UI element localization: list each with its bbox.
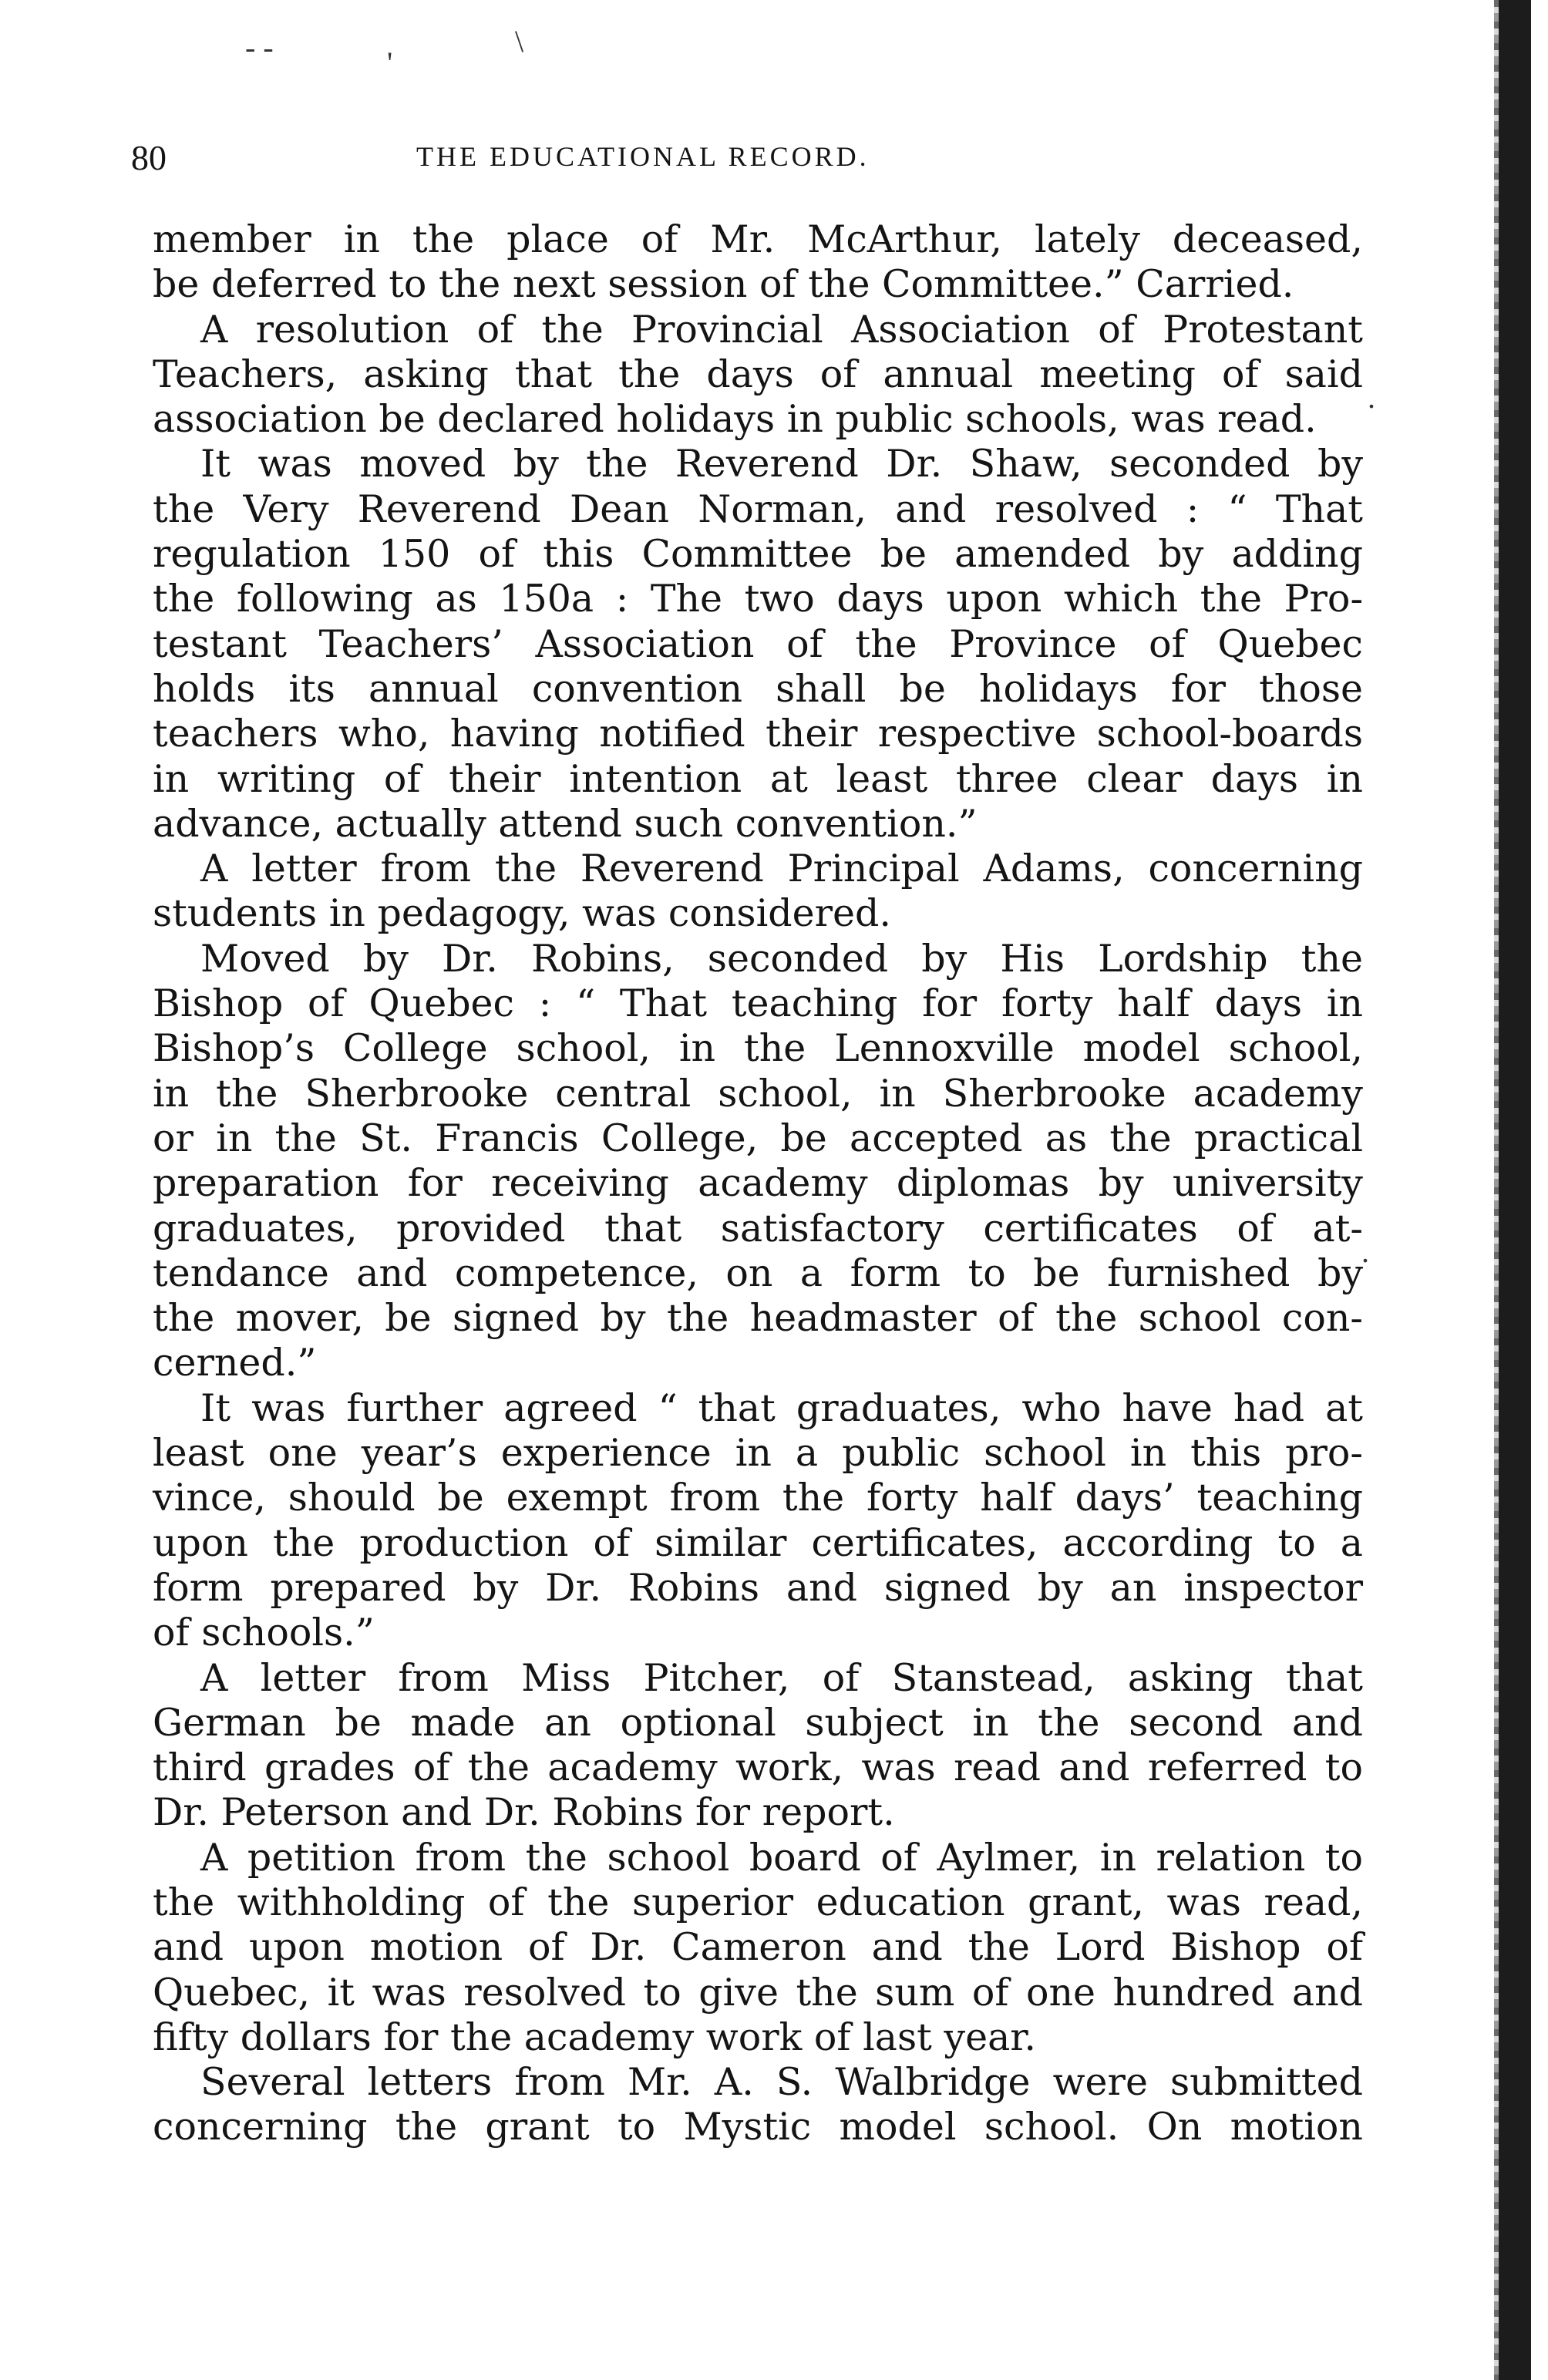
text-line: concerning the grant to Mystic model school. On motion: [153, 2105, 1363, 2149]
text-line: Quebec, it was resolved to give the sum of one hundred and: [153, 1970, 1363, 2015]
text-line: in writing of their intention at least three clear days in: [153, 756, 1363, 801]
text-line: A letter from Miss Pitcher, of Stanstead, asking that: [200, 1655, 1363, 1700]
text-line: Bishop’s College school, in the Lennoxville model school,: [153, 1026, 1363, 1071]
text-line: member in the place of Mr. McArthur, lately deceased,: [153, 217, 1363, 261]
page-number: 80: [131, 138, 167, 177]
stray-mark: ': [387, 45, 393, 80]
text-line: Dr. Peterson and Dr. Robins for report.: [153, 1790, 895, 1835]
text-line: in the Sherbrooke central school, in Sherbrooke academy: [153, 1071, 1363, 1116]
text-line: A resolution of the Provincial Association of Protestant: [200, 307, 1363, 352]
text-line: vince, should be exempt from the forty half days’ teaching: [153, 1476, 1363, 1520]
text-line: It was further agreed “ that graduates, who have had at: [200, 1385, 1363, 1430]
scan-binding-edge: [1499, 0, 1531, 2380]
text-line: the Very Reverend Dean Norman, and resolved : “ That: [153, 486, 1363, 531]
text-line: least one year’s experience in a public school in this pro-: [153, 1431, 1363, 1476]
text-line: A letter from the Reverend Principal Adams, concerning: [200, 847, 1363, 891]
text-line: Moved by Dr. Robins, seconded by His Lordship the: [200, 936, 1363, 981]
text-line: the following as 150a : The two days upon which the Pro-: [153, 577, 1363, 621]
text-line: preparation for receiving academy diplomas by university: [153, 1161, 1363, 1206]
text-line: the mover, be signed by the headmaster of the school con-: [153, 1296, 1363, 1341]
text-line: testant Teachers’ Association of the Province of Quebec: [153, 621, 1363, 666]
stray-mark: \: [515, 24, 524, 59]
text-line: advance, actually attend such convention.”: [153, 801, 978, 846]
text-line: form prepared by Dr. Robins and signed by an inspector: [153, 1565, 1363, 1610]
text-line: holds its annual convention shall be holidays for those: [153, 666, 1363, 711]
text-line: It was moved by the Reverend Dr. Shaw, seconded by: [200, 442, 1363, 486]
text-line: of schools.”: [153, 1611, 375, 1655]
text-line: German be made an optional subject in the second and: [153, 1700, 1363, 1745]
stray-mark: .: [1368, 380, 1375, 415]
text-line: fifty dollars for the academy work of last year.: [153, 2015, 1036, 2059]
text-line: or in the St. Francis College, be accepted as the practical: [153, 1116, 1363, 1160]
text-line: regulation 150 of this Committee be amended by adding: [153, 532, 1363, 577]
text-line: the withholding of the superior education grant, was read,: [153, 1880, 1363, 1924]
text-line: upon the production of similar certificates, according to a: [153, 1520, 1363, 1565]
text-line: third grades of the academy work, was read and referred to: [153, 1745, 1363, 1790]
text-line: teachers who, having notified their respective school-boards: [153, 712, 1363, 756]
stray-mark: .: [1361, 1234, 1369, 1269]
text-line: Several letters from Mr. A. S. Walbridge were submitted: [200, 2060, 1363, 2105]
stray-mark: - -: [245, 30, 274, 65]
text-line: Bishop of Quebec : “ That teaching for forty half days in: [153, 981, 1363, 1026]
text-line: be deferred to the next session of the Committee.” Carried.: [153, 262, 1294, 307]
text-line: students in pedagogy, was considered.: [153, 891, 891, 936]
text-line: and upon motion of Dr. Cameron and the Lord Bishop of: [153, 1925, 1363, 1970]
running-title: THE EDUCATIONAL RECORD.: [416, 141, 870, 172]
text-line: A petition from the school board of Aylmer, in relation to: [200, 1835, 1363, 1880]
text-line: association be declared holidays in public schools, was read.: [153, 397, 1317, 442]
text-line: Teachers, asking that the days of annual meeting of said: [153, 352, 1363, 396]
text-line: cerned.”: [153, 1341, 317, 1385]
body-text: [153, 217, 1363, 2150]
text-line: graduates, provided that satisfactory certificates of at-: [153, 1206, 1363, 1251]
text-line: tendance and competence, on a form to be furnished by: [153, 1251, 1363, 1295]
